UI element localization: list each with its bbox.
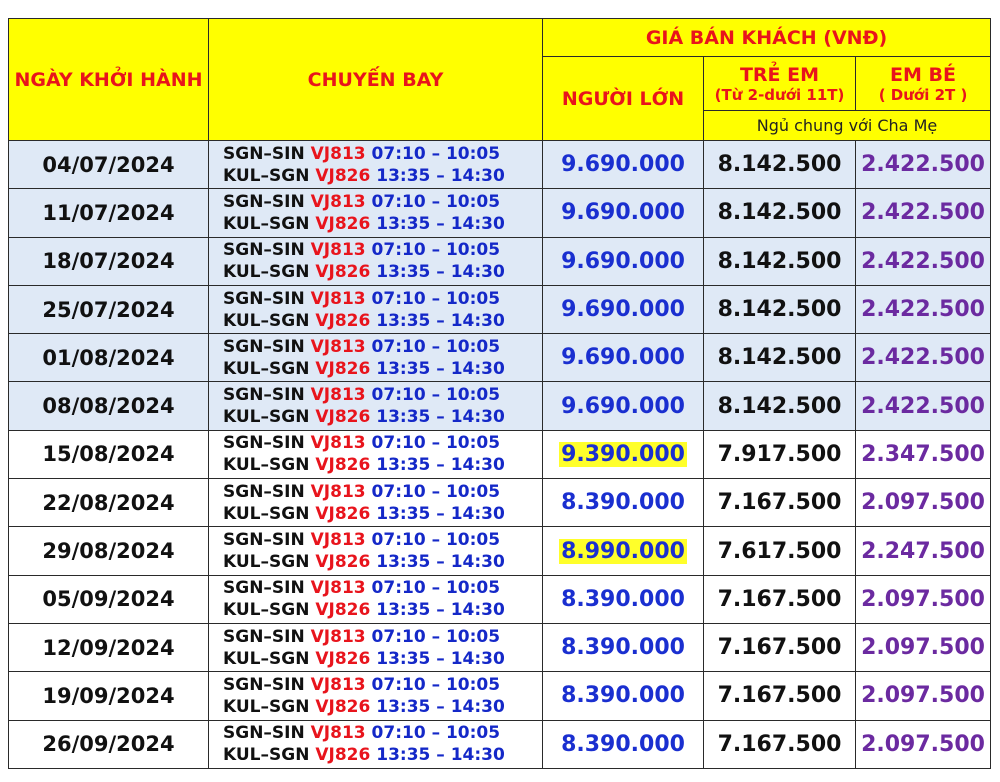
flight-time: 13:35 – 14:30 xyxy=(376,503,505,524)
flight-route: SGN–SIN xyxy=(223,481,311,502)
flight-code: VJ813 xyxy=(310,336,372,357)
flight-time: 13:35 – 14:30 xyxy=(376,407,505,428)
flight-route: KUL–SGN xyxy=(223,310,316,331)
flight-outbound xyxy=(223,191,542,213)
adult-price-value: 9.690.000 xyxy=(561,200,685,226)
departure-date: 15/08/2024 xyxy=(9,430,209,478)
infant-price: 2.097.500 xyxy=(856,720,991,768)
child-price: 8.142.500 xyxy=(704,285,856,333)
flight-code: VJ813 xyxy=(310,433,372,454)
flight-outbound xyxy=(223,432,542,454)
table-row xyxy=(9,672,991,720)
flight-route: SGN–SIN xyxy=(223,723,311,744)
adult-price xyxy=(543,237,704,285)
flight-route: KUL–SGN xyxy=(223,600,316,621)
flight-info xyxy=(209,479,543,527)
adult-price xyxy=(543,430,704,478)
header-infant-sub: ( Dưới 2T ) xyxy=(878,85,968,104)
flight-outbound xyxy=(223,481,542,503)
table-row xyxy=(9,334,991,382)
adult-price xyxy=(543,382,704,430)
flight-return xyxy=(223,503,542,525)
flight-return xyxy=(223,406,542,428)
adult-price-value: 9.690.000 xyxy=(561,393,685,419)
flight-return xyxy=(223,165,542,187)
adult-price-value: 9.690.000 xyxy=(561,152,685,178)
departure-date: 29/08/2024 xyxy=(9,527,209,575)
flight-route: SGN–SIN xyxy=(223,626,311,647)
adult-price xyxy=(543,672,704,720)
table-row xyxy=(9,720,991,768)
flight-route: KUL–SGN xyxy=(223,696,316,717)
adult-price xyxy=(543,285,704,333)
child-price: 7.167.500 xyxy=(704,672,856,720)
flight-info xyxy=(209,623,543,671)
flight-code: VJ826 xyxy=(315,455,377,476)
infant-price: 2.422.500 xyxy=(856,334,991,382)
flight-info xyxy=(209,382,543,430)
header-adult: NGƯỜI LỚN xyxy=(543,57,704,141)
flight-time: 13:35 – 14:30 xyxy=(376,745,505,766)
header-departure-date: NGÀY KHỞI HÀNH xyxy=(9,19,209,141)
infant-price: 2.422.500 xyxy=(856,189,991,237)
flight-info xyxy=(209,527,543,575)
infant-price: 2.247.500 xyxy=(856,527,991,575)
infant-price: 2.422.500 xyxy=(856,237,991,285)
header-price-group: GIÁ BÁN KHÁCH (VNĐ) xyxy=(543,19,991,57)
flight-time: 07:10 – 10:05 xyxy=(371,240,501,261)
adult-price xyxy=(543,575,704,623)
header-child-sub: (Từ 2-dưới 11T) xyxy=(714,85,845,104)
adult-price-value: 9.390.000 xyxy=(561,441,685,467)
flight-outbound xyxy=(223,143,542,165)
infant-price: 2.422.500 xyxy=(856,382,991,430)
adult-price-value: 9.690.000 xyxy=(561,248,685,274)
flight-time: 13:35 – 14:30 xyxy=(376,455,505,476)
child-price: 8.142.500 xyxy=(704,237,856,285)
flight-time: 07:10 – 10:05 xyxy=(371,288,501,309)
header-share-note: Ngủ chung với Cha Mẹ xyxy=(704,111,991,141)
table-row xyxy=(9,285,991,333)
flight-return xyxy=(223,213,542,235)
flight-time: 07:10 – 10:05 xyxy=(371,481,501,502)
flight-code: VJ826 xyxy=(315,407,377,428)
flight-time: 13:35 – 14:30 xyxy=(376,310,505,331)
infant-price: 2.097.500 xyxy=(856,672,991,720)
child-price: 7.917.500 xyxy=(704,430,856,478)
table-row xyxy=(9,623,991,671)
flight-return xyxy=(223,599,542,621)
flight-outbound xyxy=(223,384,542,406)
flight-info xyxy=(209,237,543,285)
flight-time: 13:35 – 14:30 xyxy=(376,648,505,669)
flight-info xyxy=(209,189,543,237)
flight-code: VJ826 xyxy=(315,213,377,234)
flight-code: VJ826 xyxy=(315,600,377,621)
flight-code: VJ826 xyxy=(315,262,377,283)
flight-route: SGN–SIN xyxy=(223,530,311,551)
adult-price xyxy=(543,189,704,237)
header-child-title: TRẺ EM xyxy=(739,63,820,86)
flight-route: SGN–SIN xyxy=(223,578,311,599)
departure-date: 19/09/2024 xyxy=(9,672,209,720)
infant-price: 2.097.500 xyxy=(856,479,991,527)
adult-price xyxy=(543,479,704,527)
flight-info xyxy=(209,720,543,768)
departure-date: 25/07/2024 xyxy=(9,285,209,333)
flight-return xyxy=(223,696,542,718)
flight-return xyxy=(223,358,542,380)
flight-code: VJ826 xyxy=(315,503,377,524)
child-price: 7.167.500 xyxy=(704,623,856,671)
flight-code: VJ813 xyxy=(310,674,372,695)
table-row xyxy=(9,527,991,575)
flight-outbound xyxy=(223,288,542,310)
flight-time: 07:10 – 10:05 xyxy=(371,336,501,357)
departure-date: 22/08/2024 xyxy=(9,479,209,527)
table-row xyxy=(9,575,991,623)
adult-price-value: 8.390.000 xyxy=(561,683,685,709)
flight-code: VJ813 xyxy=(310,530,372,551)
flight-outbound xyxy=(223,626,542,648)
table-row xyxy=(9,189,991,237)
adult-price-value: 8.390.000 xyxy=(561,731,685,757)
flight-route: KUL–SGN xyxy=(223,503,316,524)
flight-code: VJ813 xyxy=(310,143,372,164)
adult-price-value: 8.390.000 xyxy=(561,586,685,612)
adult-price xyxy=(543,141,704,189)
flight-time: 13:35 – 14:30 xyxy=(376,262,505,283)
flight-info xyxy=(209,430,543,478)
flight-route: KUL–SGN xyxy=(223,262,316,283)
flight-time: 07:10 – 10:05 xyxy=(371,626,501,647)
table-row xyxy=(9,479,991,527)
departure-date: 12/09/2024 xyxy=(9,623,209,671)
flight-time: 13:35 – 14:30 xyxy=(376,696,505,717)
flight-time: 13:35 – 14:30 xyxy=(376,600,505,621)
flight-time: 13:35 – 14:30 xyxy=(376,358,505,379)
header-infant-title: EM BÉ xyxy=(890,63,956,86)
flight-route: SGN–SIN xyxy=(223,240,311,261)
flight-code: VJ826 xyxy=(315,358,377,379)
header-flight: CHUYẾN BAY xyxy=(209,19,543,141)
flight-route: KUL–SGN xyxy=(223,407,316,428)
flight-route: SGN–SIN xyxy=(223,288,311,309)
flight-code: VJ826 xyxy=(315,310,377,331)
table-row xyxy=(9,382,991,430)
child-price: 8.142.500 xyxy=(704,189,856,237)
flight-time: 07:10 – 10:05 xyxy=(371,385,501,406)
flight-route: KUL–SGN xyxy=(223,648,316,669)
table-body xyxy=(9,141,991,769)
flight-return xyxy=(223,648,542,670)
departure-date: 26/09/2024 xyxy=(9,720,209,768)
flight-time: 07:10 – 10:05 xyxy=(371,143,501,164)
adult-price-value: 9.690.000 xyxy=(561,297,685,323)
flight-info xyxy=(209,141,543,189)
flight-code: VJ813 xyxy=(310,240,372,261)
flight-route: SGN–SIN xyxy=(223,336,311,357)
table-row xyxy=(9,141,991,189)
flight-return xyxy=(223,454,542,476)
infant-price: 2.097.500 xyxy=(856,623,991,671)
departure-date: 08/08/2024 xyxy=(9,382,209,430)
flight-info xyxy=(209,672,543,720)
header-infant xyxy=(856,57,991,111)
adult-price xyxy=(543,623,704,671)
header-child xyxy=(704,57,856,111)
departure-date: 11/07/2024 xyxy=(9,189,209,237)
flight-time: 13:35 – 14:30 xyxy=(376,213,505,234)
flight-info xyxy=(209,334,543,382)
flight-route: SGN–SIN xyxy=(223,385,311,406)
adult-price-value: 9.690.000 xyxy=(561,345,685,371)
child-price: 7.167.500 xyxy=(704,575,856,623)
flight-outbound xyxy=(223,529,542,551)
adult-price-value: 8.390.000 xyxy=(561,490,685,516)
flight-time: 07:10 – 10:05 xyxy=(371,433,501,454)
flight-outbound xyxy=(223,722,542,744)
flight-code: VJ813 xyxy=(310,288,372,309)
infant-price: 2.097.500 xyxy=(856,575,991,623)
flight-time: 07:10 – 10:05 xyxy=(371,191,501,212)
flight-route: KUL–SGN xyxy=(223,358,316,379)
table-row xyxy=(9,430,991,478)
flight-return xyxy=(223,744,542,766)
flight-code: VJ813 xyxy=(310,626,372,647)
adult-price xyxy=(543,720,704,768)
adult-price xyxy=(543,334,704,382)
flight-route: SGN–SIN xyxy=(223,191,311,212)
flight-outbound xyxy=(223,577,542,599)
adult-price-value: 8.990.000 xyxy=(561,538,685,564)
child-price: 8.142.500 xyxy=(704,141,856,189)
child-price: 8.142.500 xyxy=(704,334,856,382)
child-price: 7.167.500 xyxy=(704,720,856,768)
departure-date: 05/09/2024 xyxy=(9,575,209,623)
flight-outbound xyxy=(223,239,542,261)
flight-code: VJ826 xyxy=(315,696,377,717)
flight-outbound xyxy=(223,336,542,358)
flight-time: 13:35 – 14:30 xyxy=(376,552,505,573)
flight-code: VJ826 xyxy=(315,745,377,766)
flight-time: 07:10 – 10:05 xyxy=(371,674,501,695)
infant-price: 2.422.500 xyxy=(856,141,991,189)
flight-code: VJ813 xyxy=(310,191,372,212)
departure-date: 04/07/2024 xyxy=(9,141,209,189)
flight-code: VJ813 xyxy=(310,385,372,406)
departure-date: 01/08/2024 xyxy=(9,334,209,382)
infant-price: 2.422.500 xyxy=(856,285,991,333)
child-price: 8.142.500 xyxy=(704,382,856,430)
flight-outbound xyxy=(223,674,542,696)
flight-code: VJ826 xyxy=(315,648,377,669)
flight-code: VJ813 xyxy=(310,481,372,502)
flight-route: SGN–SIN xyxy=(223,433,311,454)
flight-info xyxy=(209,285,543,333)
flight-time: 13:35 – 14:30 xyxy=(376,165,505,186)
table-row xyxy=(9,237,991,285)
adult-price xyxy=(543,527,704,575)
infant-price: 2.347.500 xyxy=(856,430,991,478)
flight-code: VJ813 xyxy=(310,578,372,599)
flight-route: KUL–SGN xyxy=(223,455,316,476)
flight-time: 07:10 – 10:05 xyxy=(371,578,501,599)
child-price: 7.617.500 xyxy=(704,527,856,575)
flight-route: SGN–SIN xyxy=(223,674,311,695)
adult-price-value: 8.390.000 xyxy=(561,635,685,661)
flight-route: KUL–SGN xyxy=(223,745,316,766)
child-price: 7.167.500 xyxy=(704,479,856,527)
flight-time: 07:10 – 10:05 xyxy=(371,723,501,744)
flight-code: VJ826 xyxy=(315,552,377,573)
price-table-container xyxy=(8,18,991,769)
flight-return xyxy=(223,310,542,332)
flight-code: VJ813 xyxy=(310,723,372,744)
flight-return xyxy=(223,551,542,573)
table-header xyxy=(9,19,991,141)
departure-date: 18/07/2024 xyxy=(9,237,209,285)
flight-route: KUL–SGN xyxy=(223,165,316,186)
flight-time: 07:10 – 10:05 xyxy=(371,530,501,551)
flight-return xyxy=(223,261,542,283)
flight-info xyxy=(209,575,543,623)
flight-route: SGN–SIN xyxy=(223,143,311,164)
flight-route: KUL–SGN xyxy=(223,213,316,234)
tour-price-table xyxy=(8,18,991,769)
flight-route: KUL–SGN xyxy=(223,552,316,573)
flight-code: VJ826 xyxy=(315,165,377,186)
